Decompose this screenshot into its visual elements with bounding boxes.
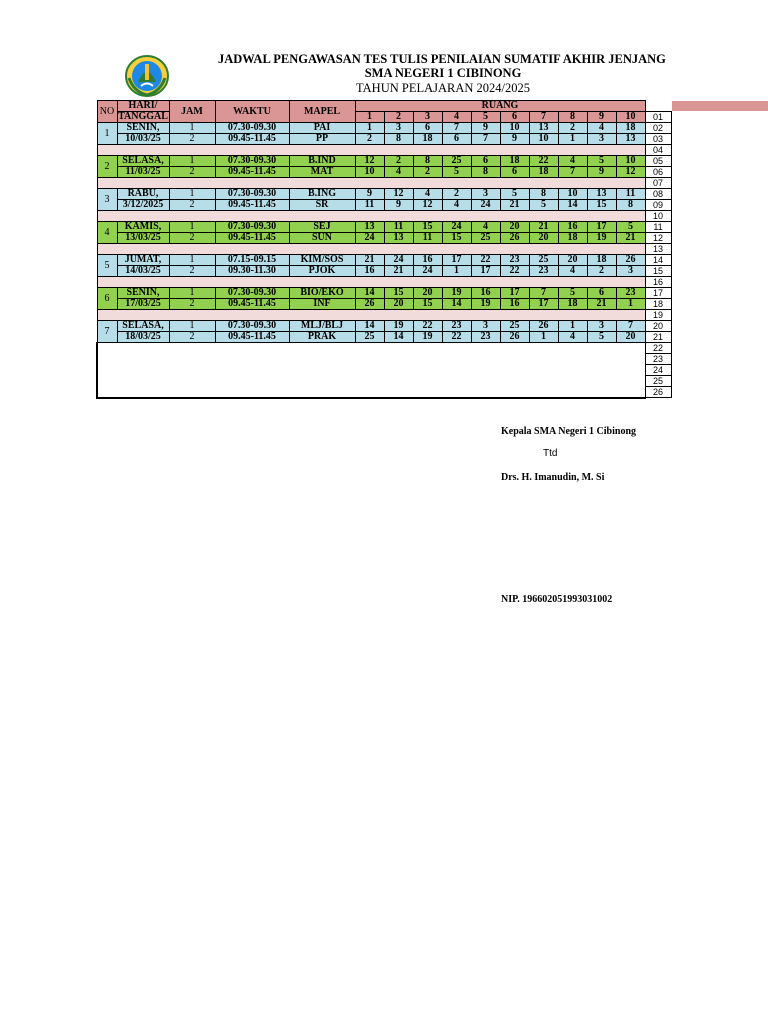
room-assignment: 11 xyxy=(355,200,384,211)
room-assignment: 20 xyxy=(384,299,413,310)
room-assignment: 18 xyxy=(558,299,587,310)
room-assignment: 23 xyxy=(500,255,529,266)
session-row xyxy=(97,299,671,310)
room-number: 14 xyxy=(645,255,671,266)
session-row xyxy=(97,233,671,244)
room-assignment: 4 xyxy=(587,123,616,134)
header-room-7: 7 xyxy=(529,112,558,123)
room-assignment: 12 xyxy=(384,189,413,200)
room-assignment: 5 xyxy=(587,332,616,343)
session-mapel: SUN xyxy=(289,233,355,244)
room-number: 25 xyxy=(645,376,671,387)
session-waktu: 09.45-11.45 xyxy=(215,167,289,178)
room-number: 13 xyxy=(645,244,671,255)
room-assignment: 10 xyxy=(355,167,384,178)
room-number: 02 xyxy=(645,123,671,134)
room-assignment: 17 xyxy=(500,288,529,299)
header-waktu: WAKTU xyxy=(215,101,289,123)
room-assignment: 19 xyxy=(587,233,616,244)
room-assignment: 4 xyxy=(384,167,413,178)
room-assignment: 4 xyxy=(471,222,500,233)
room-assignment: 1 xyxy=(529,332,558,343)
room-number: 10 xyxy=(645,211,671,222)
room-assignment: 14 xyxy=(442,299,471,310)
day-date: 14/03/25 xyxy=(117,266,169,277)
room-number: 05 xyxy=(645,156,671,167)
room-assignment: 3 xyxy=(471,321,500,332)
room-assignment: 18 xyxy=(616,123,645,134)
separator-cell xyxy=(97,145,645,156)
room-assignment: 10 xyxy=(616,156,645,167)
room-assignment: 8 xyxy=(384,134,413,145)
room-number: 16 xyxy=(645,277,671,288)
room-assignment: 18 xyxy=(500,156,529,167)
separator-cell xyxy=(97,310,645,321)
room-assignment: 13 xyxy=(384,233,413,244)
day-date: 11/03/25 xyxy=(117,167,169,178)
header-mapel: MAPEL xyxy=(289,101,355,123)
blank-row xyxy=(97,343,671,354)
room-assignment: 6 xyxy=(413,123,442,134)
session-waktu: 07.30-09.30 xyxy=(215,321,289,332)
room-assignment: 17 xyxy=(442,255,471,266)
room-assignment: 5 xyxy=(587,156,616,167)
header-room-4: 4 xyxy=(442,112,471,123)
session-waktu: 07.30-09.30 xyxy=(215,156,289,167)
room-assignment: 5 xyxy=(500,189,529,200)
room-assignment: 15 xyxy=(413,299,442,310)
room-assignment: 6 xyxy=(500,167,529,178)
day-name: JUMAT, xyxy=(117,255,169,266)
header-no: NO xyxy=(97,101,117,123)
signature-name: Drs. H. Imanudin, M. Si xyxy=(501,472,605,483)
day-date: 17/03/25 xyxy=(117,299,169,310)
day-name: RABU, xyxy=(117,189,169,200)
room-assignment: 9 xyxy=(587,167,616,178)
separator-row xyxy=(97,244,671,255)
session-jam: 2 xyxy=(169,134,215,145)
session-row xyxy=(97,167,671,178)
room-assignment: 20 xyxy=(529,233,558,244)
room-assignment: 15 xyxy=(384,288,413,299)
room-assignment: 1 xyxy=(558,321,587,332)
separator-cell xyxy=(97,178,645,189)
day-number: 7 xyxy=(97,321,117,343)
room-assignment: 17 xyxy=(529,299,558,310)
session-jam: 2 xyxy=(169,167,215,178)
room-assignment: 12 xyxy=(355,156,384,167)
room-assignment: 26 xyxy=(500,233,529,244)
day-name: KAMIS, xyxy=(117,222,169,233)
header-room-8: 8 xyxy=(558,112,587,123)
room-assignment: 9 xyxy=(355,189,384,200)
session-waktu: 09.30-11.30 xyxy=(215,266,289,277)
separator-row xyxy=(97,310,671,321)
room-assignment: 1 xyxy=(442,266,471,277)
room-number: 24 xyxy=(645,365,671,376)
session-waktu: 07.30-09.30 xyxy=(215,123,289,134)
room-assignment: 10 xyxy=(558,189,587,200)
room-assignment: 5 xyxy=(529,200,558,211)
room-assignment: 24 xyxy=(355,233,384,244)
day-name: SELASA, xyxy=(117,321,169,332)
room-number: 08 xyxy=(645,189,671,200)
room-assignment: 14 xyxy=(384,332,413,343)
room-assignment: 1 xyxy=(616,299,645,310)
day-number: 3 xyxy=(97,189,117,211)
header-room-1: 1 xyxy=(355,112,384,123)
room-assignment: 3 xyxy=(471,189,500,200)
room-assignment: 16 xyxy=(500,299,529,310)
room-assignment: 21 xyxy=(529,222,558,233)
room-assignment: 3 xyxy=(384,123,413,134)
day-number: 6 xyxy=(97,288,117,310)
session-jam: 2 xyxy=(169,299,215,310)
room-assignment: 15 xyxy=(413,222,442,233)
room-number: 04 xyxy=(645,145,671,156)
room-number: 19 xyxy=(645,310,671,321)
room-assignment: 22 xyxy=(500,266,529,277)
room-number: 20 xyxy=(645,321,671,332)
session-row xyxy=(97,134,671,145)
room-number: 12 xyxy=(645,233,671,244)
room-assignment: 11 xyxy=(413,233,442,244)
separator-row xyxy=(97,145,671,156)
header-row-1 xyxy=(97,101,671,112)
session-mapel: PAI xyxy=(289,123,355,134)
day-name: SENIN, xyxy=(117,123,169,134)
session-mapel: SR xyxy=(289,200,355,211)
day-number: 4 xyxy=(97,222,117,244)
document-title: JADWAL PENGAWASAN TES TULIS PENILAIAN SUMATIF AKHIR JENJANG xyxy=(218,52,666,66)
room-assignment: 4 xyxy=(558,156,587,167)
academic-year: TAHUN PELAJARAN 2024/2025 xyxy=(356,81,530,95)
session-waktu: 07.30-09.30 xyxy=(215,222,289,233)
room-assignment: 26 xyxy=(616,255,645,266)
room-number: 11 xyxy=(645,222,671,233)
day-date: 10/03/25 xyxy=(117,134,169,145)
room-assignment: 6 xyxy=(587,288,616,299)
room-assignment: 16 xyxy=(471,288,500,299)
session-jam: 2 xyxy=(169,266,215,277)
room-assignment: 2 xyxy=(355,134,384,145)
room-assignment: 21 xyxy=(355,255,384,266)
room-assignment: 16 xyxy=(413,255,442,266)
session-jam: 1 xyxy=(169,123,215,134)
day-date: 18/03/25 xyxy=(117,332,169,343)
session-waktu: 07.30-09.30 xyxy=(215,189,289,200)
session-mapel: BIO/EKO xyxy=(289,288,355,299)
session-mapel: PP xyxy=(289,134,355,145)
day-name: SELASA, xyxy=(117,156,169,167)
session-row xyxy=(97,321,671,332)
session-jam: 1 xyxy=(169,156,215,167)
session-waktu: 09.45-11.45 xyxy=(215,332,289,343)
room-assignment: 9 xyxy=(384,200,413,211)
separator-row xyxy=(97,211,671,222)
room-assignment: 22 xyxy=(413,321,442,332)
room-assignment: 20 xyxy=(500,222,529,233)
room-assignment: 3 xyxy=(587,134,616,145)
room-assignment: 7 xyxy=(558,167,587,178)
room-number: 21 xyxy=(645,332,671,343)
room-assignment: 7 xyxy=(442,123,471,134)
header-room-2: 2 xyxy=(384,112,413,123)
room-assignment: 22 xyxy=(529,156,558,167)
room-assignment: 14 xyxy=(355,321,384,332)
room-assignment: 21 xyxy=(500,200,529,211)
signature-ttd: Ttd xyxy=(543,448,558,459)
header-room-5: 5 xyxy=(471,112,500,123)
room-assignment: 26 xyxy=(355,299,384,310)
room-assignment: 25 xyxy=(529,255,558,266)
room-assignment: 25 xyxy=(471,233,500,244)
room-assignment: 8 xyxy=(413,156,442,167)
room-assignment: 10 xyxy=(500,123,529,134)
room-assignment: 21 xyxy=(616,233,645,244)
room-number: 06 xyxy=(645,167,671,178)
session-jam: 1 xyxy=(169,189,215,200)
room-assignment: 7 xyxy=(471,134,500,145)
room-number: 01 xyxy=(645,112,671,123)
room-assignment: 5 xyxy=(558,288,587,299)
day-date: 3/12/2025 xyxy=(117,200,169,211)
room-assignment: 15 xyxy=(587,200,616,211)
header-tanggal: TANGGAL xyxy=(118,111,168,122)
room-assignment: 2 xyxy=(384,156,413,167)
room-assignment: 17 xyxy=(471,266,500,277)
session-waktu: 07.15-09.15 xyxy=(215,255,289,266)
day-date: 13/03/25 xyxy=(117,233,169,244)
session-waktu: 09.45-11.45 xyxy=(215,233,289,244)
session-mapel: KIM/SOS xyxy=(289,255,355,266)
jawa-barat-emblem-icon xyxy=(124,52,170,98)
room-assignment: 25 xyxy=(355,332,384,343)
room-number: 26 xyxy=(645,387,671,398)
session-mapel: PRAK xyxy=(289,332,355,343)
header-room-10: 10 xyxy=(616,112,645,123)
session-row xyxy=(97,255,671,266)
room-number: 17 xyxy=(645,288,671,299)
session-mapel: MAT xyxy=(289,167,355,178)
room-assignment: 8 xyxy=(529,189,558,200)
room-assignment: 12 xyxy=(616,167,645,178)
room-assignment: 4 xyxy=(558,332,587,343)
session-mapel: B.IND xyxy=(289,156,355,167)
room-assignment: 19 xyxy=(413,332,442,343)
room-assignment: 16 xyxy=(558,222,587,233)
day-number: 2 xyxy=(97,156,117,178)
separator-row xyxy=(97,178,671,189)
room-number: 03 xyxy=(645,134,671,145)
room-assignment: 16 xyxy=(355,266,384,277)
session-waktu: 09.45-11.45 xyxy=(215,200,289,211)
room-assignment: 15 xyxy=(442,233,471,244)
room-number: 09 xyxy=(645,200,671,211)
room-assignment: 26 xyxy=(500,332,529,343)
room-assignment: 1 xyxy=(355,123,384,134)
room-assignment: 10 xyxy=(529,134,558,145)
room-number: 07 xyxy=(645,178,671,189)
session-row xyxy=(97,288,671,299)
room-assignment: 19 xyxy=(471,299,500,310)
room-assignment: 7 xyxy=(616,321,645,332)
room-assignment: 13 xyxy=(587,189,616,200)
room-number: 22 xyxy=(645,343,671,354)
room-assignment: 2 xyxy=(413,167,442,178)
header-room-6: 6 xyxy=(500,112,529,123)
header-room-3: 3 xyxy=(413,112,442,123)
room-assignment: 13 xyxy=(529,123,558,134)
room-assignment: 6 xyxy=(442,134,471,145)
room-assignment: 20 xyxy=(413,288,442,299)
day-number: 5 xyxy=(97,255,117,277)
session-jam: 2 xyxy=(169,332,215,343)
room-assignment: 13 xyxy=(616,134,645,145)
room-assignment: 25 xyxy=(442,156,471,167)
session-row xyxy=(97,332,671,343)
room-assignment: 8 xyxy=(471,167,500,178)
room-assignment: 23 xyxy=(616,288,645,299)
separator-cell xyxy=(97,277,645,288)
room-assignment: 3 xyxy=(587,321,616,332)
header-hari: HARI/ xyxy=(117,101,169,112)
session-row xyxy=(97,200,671,211)
session-row xyxy=(97,189,671,200)
school-name: SMA NEGERI 1 CIBINONG xyxy=(364,66,522,80)
day-name: SENIN, xyxy=(117,288,169,299)
room-assignment: 24 xyxy=(442,222,471,233)
separator-cell xyxy=(97,244,645,255)
room-number-blank xyxy=(645,101,671,112)
room-assignment: 19 xyxy=(442,288,471,299)
room-assignment: 21 xyxy=(587,299,616,310)
room-assignment: 23 xyxy=(529,266,558,277)
room-assignment: 21 xyxy=(384,266,413,277)
session-jam: 1 xyxy=(169,321,215,332)
room-assignment: 4 xyxy=(558,266,587,277)
header-jam: JAM xyxy=(169,101,215,123)
room-assignment: 14 xyxy=(355,288,384,299)
room-assignment: 2 xyxy=(442,189,471,200)
room-assignment: 1 xyxy=(558,134,587,145)
signature-position: Kepala SMA Negeri 1 Cibinong xyxy=(501,426,637,437)
room-assignment: 18 xyxy=(587,255,616,266)
separator-cell xyxy=(97,211,645,222)
session-jam: 2 xyxy=(169,233,215,244)
room-assignment: 13 xyxy=(355,222,384,233)
room-assignment: 22 xyxy=(471,255,500,266)
schedule-table xyxy=(96,100,672,399)
session-row xyxy=(97,222,671,233)
room-assignment: 23 xyxy=(442,321,471,332)
room-assignment: 4 xyxy=(413,189,442,200)
session-waktu: 07.30-09.30 xyxy=(215,288,289,299)
day-number: 1 xyxy=(97,123,117,145)
room-assignment: 2 xyxy=(558,123,587,134)
room-assignment: 9 xyxy=(500,134,529,145)
room-assignment: 4 xyxy=(442,200,471,211)
room-assignment: 18 xyxy=(413,134,442,145)
room-assignment: 22 xyxy=(442,332,471,343)
room-assignment: 18 xyxy=(558,233,587,244)
session-row xyxy=(97,266,671,277)
room-assignment: 11 xyxy=(384,222,413,233)
blank-area xyxy=(97,343,645,398)
session-jam: 1 xyxy=(169,288,215,299)
room-assignment: 24 xyxy=(413,266,442,277)
room-assignment: 24 xyxy=(471,200,500,211)
session-row xyxy=(97,123,671,134)
room-assignment: 8 xyxy=(616,200,645,211)
room-assignment: 14 xyxy=(558,200,587,211)
session-mapel: B.ING xyxy=(289,189,355,200)
room-assignment: 20 xyxy=(616,332,645,343)
session-row xyxy=(97,156,671,167)
session-jam: 2 xyxy=(169,200,215,211)
header-ruang: RUANG xyxy=(355,101,645,112)
room-assignment: 18 xyxy=(529,167,558,178)
session-mapel: SEJ xyxy=(289,222,355,233)
room-assignment: 20 xyxy=(558,255,587,266)
room-assignment: 9 xyxy=(471,123,500,134)
room-assignment: 19 xyxy=(384,321,413,332)
room-assignment: 24 xyxy=(384,255,413,266)
session-waktu: 09.45-11.45 xyxy=(215,134,289,145)
room-number: 15 xyxy=(645,266,671,277)
room-assignment: 7 xyxy=(529,288,558,299)
session-mapel: MLJ/BLJ xyxy=(289,321,355,332)
room-assignment: 2 xyxy=(587,266,616,277)
room-assignment: 26 xyxy=(529,321,558,332)
room-number: 18 xyxy=(645,299,671,310)
room-assignment: 5 xyxy=(616,222,645,233)
room-assignment: 25 xyxy=(500,321,529,332)
session-jam: 1 xyxy=(169,222,215,233)
room-number: 23 xyxy=(645,354,671,365)
separator-row xyxy=(97,277,671,288)
room-assignment: 5 xyxy=(442,167,471,178)
room-assignment: 23 xyxy=(471,332,500,343)
room-assignment: 17 xyxy=(587,222,616,233)
room-assignment: 11 xyxy=(616,189,645,200)
session-jam: 1 xyxy=(169,255,215,266)
decorative-header-bar xyxy=(672,101,768,111)
room-assignment: 6 xyxy=(471,156,500,167)
room-assignment: 12 xyxy=(413,200,442,211)
signature-nip: NIP. 196602051993031002 xyxy=(501,594,613,605)
header-room-9: 9 xyxy=(587,112,616,123)
room-assignment: 3 xyxy=(616,266,645,277)
session-mapel: PJOK xyxy=(289,266,355,277)
session-waktu: 09.45-11.45 xyxy=(215,299,289,310)
session-mapel: INF xyxy=(289,299,355,310)
